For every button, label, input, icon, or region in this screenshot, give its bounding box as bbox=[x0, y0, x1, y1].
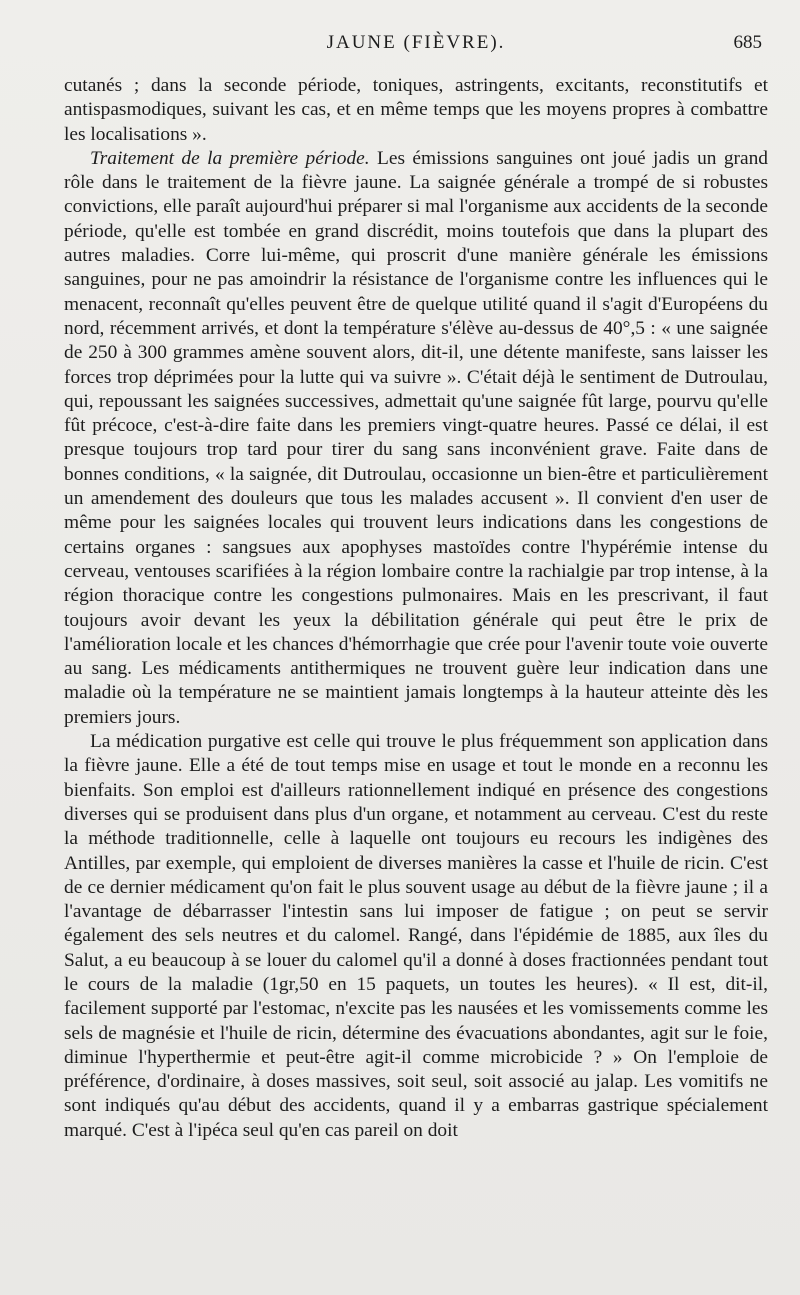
paragraph-continuation bbox=[64, 74, 768, 147]
body-text bbox=[64, 74, 768, 1143]
paragraph-text: cutanés ; dans la seconde période, toniques, astringents, excitants, reconstitutifs et antispasmodiques, suivant les cas, et en même temps que les moyens propres à combattre les localisations ». bbox=[64, 75, 768, 145]
paragraph-text: Les émissions sanguines ont joué jadis un grand rôle dans le traitement de la fièvre jaune. La saignée générale a trompé de si robustes convictions, elle paraît aujourd'hui préparer si mal l'organisme aux accidents de la seconde période, qu'elle est tombée en grand discrédit, moins toutefois que dans la plupart des autres maladies. Corre lui-même, qui proscrit d'une manière générale les émissions sanguines, pour ne pas amoindrir la résistance de l'organisme contre les influences qui le menacent, reconnaît qu'elles peuvent être de quelque utilité quand il s'agit d'Européens du nord, récemment arrivés, et dont la température s'élève au-dessus de 40°,5 : « une saignée de 250 à 300 grammes amène souvent alors, dit-il, une détente manifeste, sans laisser les forces trop déprimées pour la lutte qui va suivre ». C'était déjà le sentiment de Dutroulau, qui, repoussant les saignées successives, admettait qu'une saignée fût large, pourvu qu'elle fût précoce, c'est-à-dire faite dans les premiers vingt-quatre heures. Passé ce délai, il est presque toujours trop tard pour tirer du sang sans inconvénient grave. Faite dans de bonnes conditions, « la saignée, dit Dutroulau, occasionne un bien-être et particulièrement un amendement des douleurs que tous les malades accusent ». Il convient d'en user de même pour les saignées locales qui trouvent leurs indications dans les congestions de certains organes : sangsues aux apophyses mastoïdes contre l'hypérémie intense du cerveau, ventouses scarifiées à la région lombaire contre la rachialgie par trop intense, à la région thoracique contre les congestions pulmonaires. Mais en les prescrivant, il faut toujours avoir devant les yeux la débilitation générale qui peut être le prix de l'amélioration locale et les chances d'hémorrhagie que crée pour l'avenir toute voie ouverte au sang. Les médicaments antithermiques ne trouvent guère leur indication dans une maladie où la température ne se maintient jamais longtemps à la hauteur atteinte dès les premiers jours. bbox=[64, 147, 768, 728]
paragraph-first-period bbox=[64, 147, 768, 730]
running-title: JAUNE (FIÈVRE). bbox=[326, 32, 506, 53]
page-header bbox=[64, 28, 768, 60]
paragraph-purgative bbox=[64, 730, 768, 1143]
section-heading: Traitement de la première période. bbox=[90, 147, 370, 169]
paragraph-text: La médication purgative est celle qui trouve le plus fréquemment son application dans la fièvre jaune. Elle a été de tout temps mise en usage et tout le monde en a reconnu les bienfaits. Son emploi est d'ailleurs rationnellement indiqué en présence des congestions diverses qui se produisent dans plus d'un organe, et notamment au cerveau. C'est du reste la méthode traditionnelle, celle à laquelle ont toujours eu recours les indigènes des Antilles, par exemple, qui emploient de diverses manières la casse et l'huile de ricin. C'est de ce dernier médicament qu'on fait le plus souvent usage au début de la fièvre jaune ; il a l'avantage de débarrasser l'intestin sans lui imposer de fatigue ; on peut se servir également des sels neutres et du calomel. Rangé, dans l'épidémie de 1885, aux îles du Salut, a eu beaucoup à se louer du calomel qu'il a donné à doses fractionnées pendant tout le cours de la maladie (1gr,50 en 15 paquets, un toutes les heures). « Il est, dit-il, facilement supporté par l'estomac, n'excite pas les nausées et les vomissements comme les sels de magnésie et l'huile de ricin, détermine des évacuations abondantes, agit sur le foie, diminue l'hyperthermie et peut-être agit-il comme microbicide ? » On l'emploie de préférence, d'ordinaire, à doses massives, soit seul, soit associé au jalap. Les vomitifs ne sont indiqués qu'au début des accidents, quand il y a embarras gastrique spécialement marqué. C'est à l'ipéca seul qu'en cas pareil on doit bbox=[64, 731, 768, 1141]
page-number: 685 bbox=[733, 32, 762, 53]
